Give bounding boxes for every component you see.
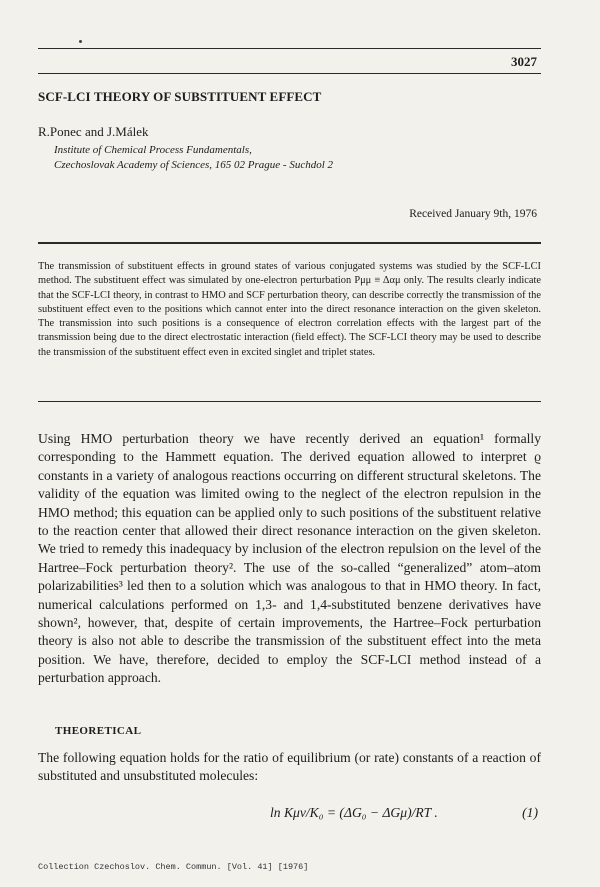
article-authors: R.Ponec and J.Málek [38, 124, 149, 139]
page-number: 3027 [511, 54, 537, 69]
speck-mark [79, 40, 82, 43]
section-heading: THEORETICAL [55, 725, 142, 737]
received-date: Received January 9th, 1976 [409, 208, 537, 220]
intro-paragraph-text: Using HMO perturbation theory we have recently derived an equation¹ formally corresponding to the Hammett equation. The derived equation allowed to interpret ϱ constants in a variety of analogous reactions occurring on different structural skeletons. The validity of the equation was limited owing to the neglect of the electron repulsion in the HMO method; this equation can be applied only to such positions of the substituent relative to the reaction center that allowed their direct resonance interaction on the given skeleton. We tried to remedy this inadequacy by inclusion of the electron repulsion on the level of the Hartree–Fock perturbation theory². The use of the so-called “generalized” atom–atom polarizabilities³ led then to a solution which was analogous to that in HMO theory. In fact, numerical calculations performed on 1,3- and 1,4-substituted benzene derivatives have shown², however, that, despite of certain improvements, the Hartree–Fock perturbation theory is also not able to describe the transmission of the substituent effect into the meta position. We have, therefore, decided to employ the SCF-LCI method instead of a perturbation approach. [38, 431, 541, 686]
affiliation-line-2: Czechoslovak Academy of Sciences, 165 02 Prague - Suchdol 2 [54, 159, 334, 171]
article-title: SCF-LCI THEORY OF SUBSTITUENT EFFECT [38, 89, 322, 104]
header-rule-bottom [38, 73, 541, 74]
footer-citation: Collection Czechoslov. Chem. Commun. [Vol. 41] [1976] [38, 862, 309, 872]
equation-number: (1) [522, 805, 538, 820]
abstract-rule-bottom [38, 401, 541, 402]
header-rule-top [38, 48, 541, 49]
theory-paragraph-text: The following equation holds for the ratio of equilibrium (or rate) constants of a reaction of substituted and unsubstituted molecules: [38, 750, 541, 784]
intro-paragraph [38, 430, 541, 688]
abstract-text: The transmission of substituent effects in ground states of various conjugated systems was studied by the SCF-LCI method. The substituent effect was simulated by one-electron perturbation Pμμ ≡ Δαμ only. The results clearly indicate that the SCF-LCI theory, in contrast to HMO and SCF perturbation theory, can describe correctly the transmission of the substituent effect even to the positions which cannot enter into the direct resonance interaction on the given skeleton. The transmission into such positions is a consequence of electron correlation effects with the largest part of the transmission being due to the direct electrostatic interaction (field effect). The SCF-LCI theory may be used to describe the transmission of the substituent effect even in excited singlet and triplet states. [38, 261, 541, 358]
affiliation-line-1: Institute of Chemical Process Fundamentals, [54, 144, 252, 156]
abstract-rule-top [38, 242, 541, 244]
equation-1: ln Kμν/K₀ = (ΔG₀ − ΔGμ)/RT . [270, 805, 438, 820]
theory-paragraph [38, 749, 541, 786]
